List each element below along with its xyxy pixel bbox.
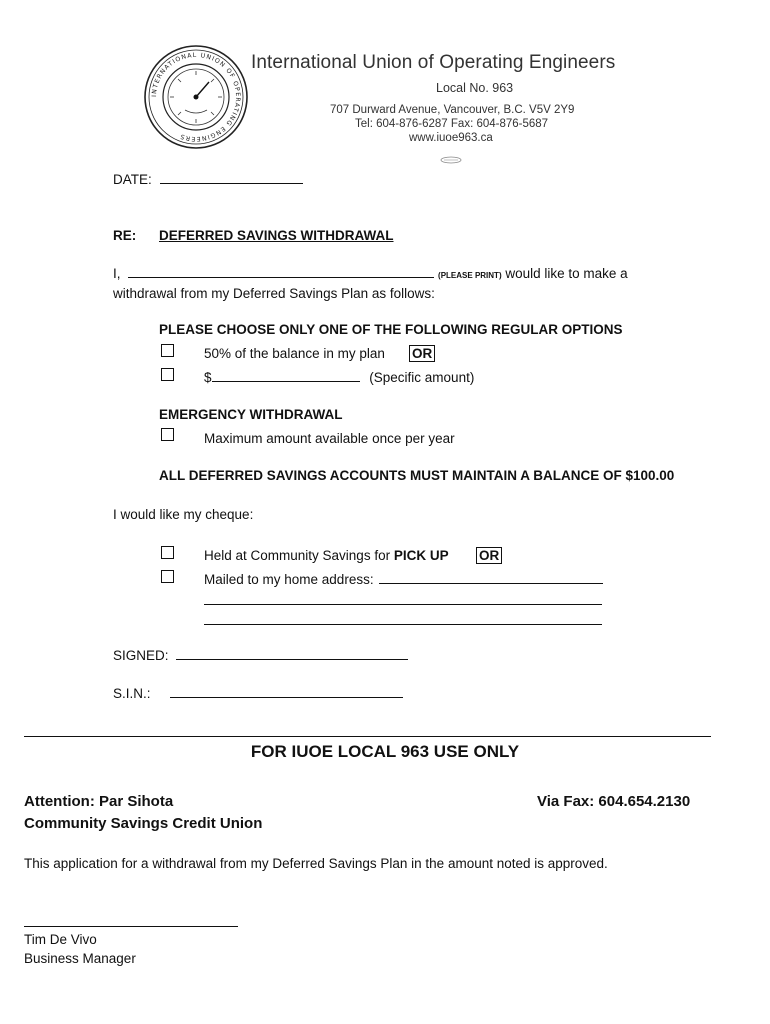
signer-title: Business Manager	[24, 951, 136, 966]
please-print-note: (PLEASE PRINT)	[438, 271, 502, 280]
signature-field[interactable]	[176, 659, 408, 660]
organization-phone-fax: Tel: 604-876-6287 Fax: 604-876-5687	[355, 118, 549, 130]
pickup-checkbox[interactable]	[161, 546, 174, 559]
name-field[interactable]	[128, 277, 434, 278]
signed-row	[113, 648, 408, 663]
or-box-2: OR	[476, 547, 502, 564]
address-field-2[interactable]	[204, 604, 602, 605]
signed-label: SIGNED:	[113, 648, 169, 663]
section-divider	[24, 736, 711, 737]
sin-label: S.I.N.:	[113, 686, 151, 701]
seal-text: INTERNATIONAL UNION OF OPERATING ENGINEERS	[150, 51, 242, 143]
organization-address: 707 Durward Avenue, Vancouver, B.C. V5V 2Y9	[330, 104, 575, 116]
manager-signature-line[interactable]	[24, 926, 238, 927]
sin-field[interactable]	[170, 697, 403, 698]
date-field[interactable]	[160, 183, 303, 184]
or-box-1: OR	[409, 345, 435, 362]
emergency-option-label: Maximum amount available once per year	[204, 431, 455, 446]
local-number: Local No. 963	[436, 81, 514, 95]
union-bug-icon	[440, 151, 462, 159]
pickup-prefix: Held at Community Savings for	[204, 548, 391, 563]
date-row	[113, 172, 303, 187]
date-label: DATE:	[113, 172, 152, 187]
intro-line-2: withdrawal from my Deferred Savings Plan as follows:	[113, 286, 435, 301]
pickup-bold: PICK UP	[393, 548, 449, 563]
mailed-row	[204, 572, 603, 587]
organization-website: www.iuoe963.ca	[409, 132, 493, 144]
address-field-3[interactable]	[204, 624, 602, 625]
mailed-checkbox[interactable]	[161, 570, 174, 583]
specific-amount-label: (Specific amount)	[369, 370, 475, 385]
option-50-percent-label: 50% of the balance in my plan	[204, 346, 385, 361]
signer-name: Tim De Vivo	[24, 932, 97, 947]
attention-line: Attention: Par Sihota	[24, 793, 174, 810]
cheque-intro: I would like my cheque:	[113, 507, 254, 522]
sin-row	[113, 686, 403, 701]
intro-line	[113, 266, 628, 281]
mailed-label: Mailed to my home address:	[204, 572, 374, 587]
address-field-1[interactable]	[379, 583, 603, 584]
emergency-checkbox[interactable]	[161, 428, 174, 441]
regular-options-heading: PLEASE CHOOSE ONLY ONE OF THE FOLLOWING REGULAR OPTIONS	[159, 322, 623, 337]
specific-amount-field[interactable]	[212, 381, 360, 382]
dollar-sign: $	[204, 370, 212, 385]
via-fax-line: Via Fax: 604.654.2130	[537, 793, 691, 810]
credit-union-name: Community Savings Credit Union	[24, 815, 263, 832]
re-subject: DEFERRED SAVINGS WITHDRAWAL	[159, 228, 394, 243]
option-specific-amount-checkbox[interactable]	[161, 368, 174, 381]
union-seal-logo	[143, 44, 249, 150]
approval-text: This application for a withdrawal from my Deferred Savings Plan in the amount noted is approved.	[24, 856, 608, 871]
option-50-percent-checkbox[interactable]	[161, 344, 174, 357]
office-use-title: FOR IUOE LOCAL 963 USE ONLY	[250, 742, 520, 761]
i-label: I,	[113, 266, 121, 281]
re-label: RE:	[113, 228, 137, 243]
intro-tail: would like to make a	[505, 266, 628, 281]
pickup-label	[204, 548, 449, 563]
specific-amount-row	[204, 370, 474, 385]
balance-notice: ALL DEFERRED SAVINGS ACCOUNTS MUST MAINTAIN A BALANCE OF $100.00	[159, 468, 675, 483]
organization-name: International Union of Operating Engineers	[251, 52, 616, 73]
emergency-heading: EMERGENCY WITHDRAWAL	[159, 407, 343, 422]
